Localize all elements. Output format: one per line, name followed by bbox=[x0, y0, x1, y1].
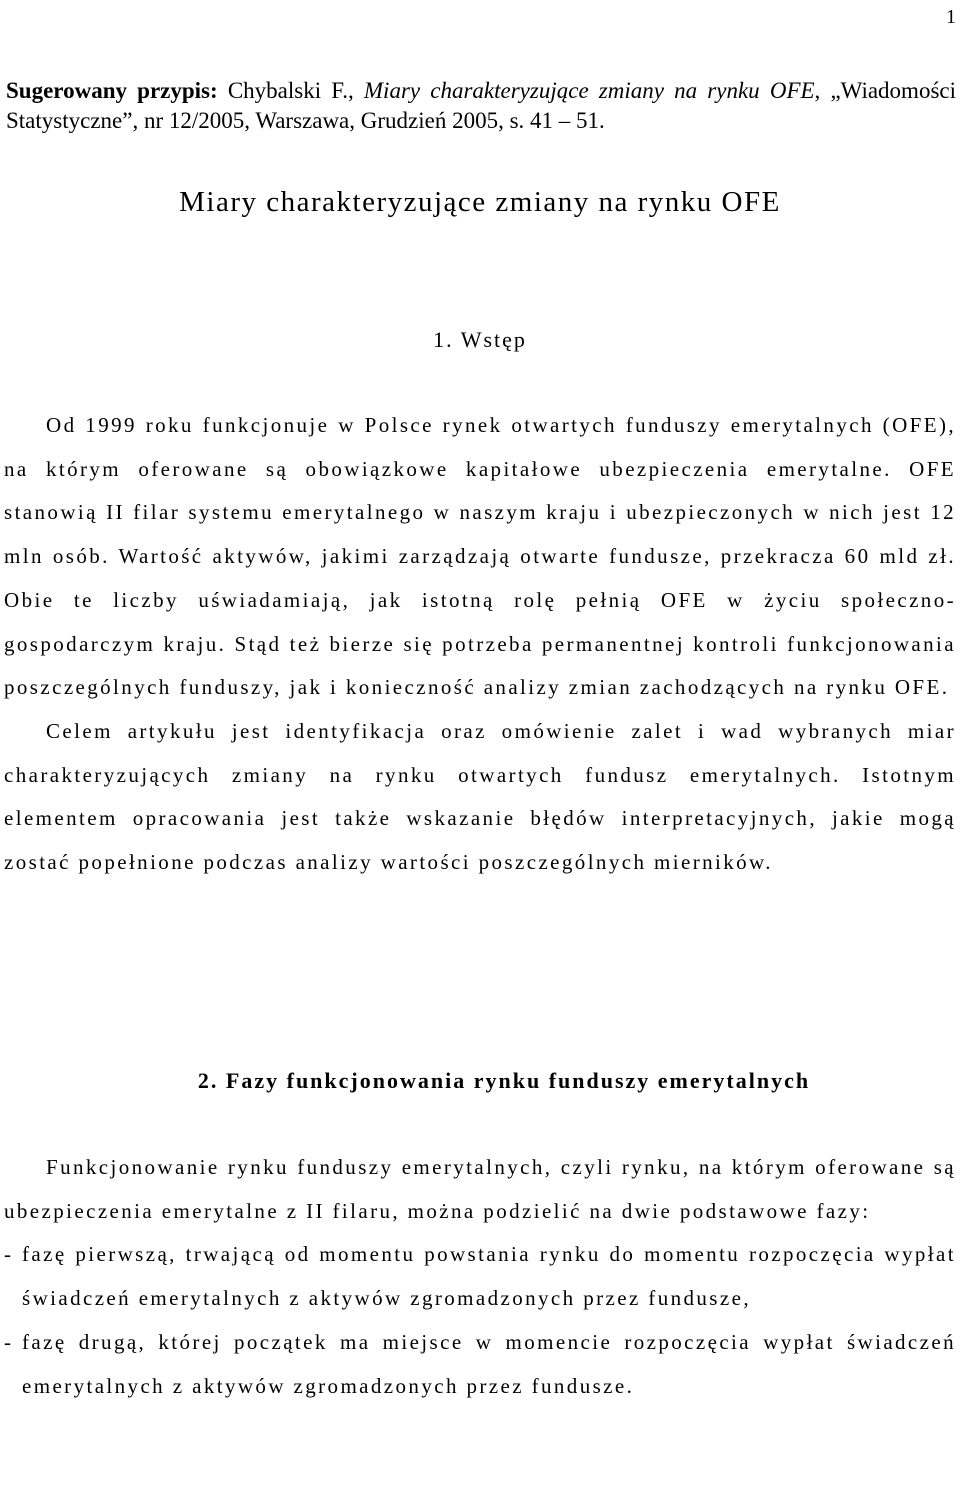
citation-footnote bbox=[6, 76, 956, 136]
paragraph: Od 1999 roku funkcjonuje w Polsce rynek otwartych funduszy emerytalnych (OFE), na którym oferowane są obowiązkowe kapitałowe ubezpieczenia emerytalne. OFE stanowią II filar systemu emerytalnego w naszym kraju i ubezpieczonych w nich jest 12 mln osób. Wartość aktywów, jakimi zarządzają otwarte fundusze, przekracza 60 mld zł. Obie te liczby uświadamiają, jak istotną rolę pełnią OFE w życiu społeczno-gospodarczym kraju. Stąd też bierze się potrzeba permanentnej kontroli funkcjonowania poszczególnych funduszy, jak i konieczność analizy zmian zachodzących na rynku OFE. bbox=[4, 413, 956, 700]
paragraph: Celem artykułu jest identyfikacja oraz omówienie zalet i wad wybranych miar charakteryzujących zmiany na rynku otwartych fundusz emerytalnych. Istotnym elementem opracowania jest także wskazanie błędów interpretacyjnych, jakie mogą zostać popełnione podczas analizy wartości poszczególnych mierników. bbox=[4, 718, 956, 875]
list-item-text: fazę drugą, której początek ma miejsce w momencie rozpoczęcia wypłat świadczeń emerytalnych z aktywów zgromadzonych przez fundusze. bbox=[22, 1329, 956, 1398]
list-bullet: - bbox=[4, 1329, 14, 1354]
document-title: Miary charakteryzujące zmiany na rynku OFE bbox=[179, 186, 781, 218]
list-bullet: - bbox=[4, 1242, 14, 1267]
citation-title: Miary charakteryzujące zmiany na rynku OFE bbox=[363, 78, 815, 103]
list-item bbox=[4, 1233, 956, 1320]
page-number: 1 bbox=[946, 6, 956, 28]
list-item-text: fazę pierwszą, trwającą od momentu powstania rynku do momentu rozpoczęcia wypłat świadczeń emerytalnych z aktywów zgromadzonych przez fundusze, bbox=[22, 1242, 956, 1311]
section-phases-body bbox=[4, 1146, 956, 1408]
citation-label: Sugerowany przypis: bbox=[6, 78, 218, 103]
section-heading-phases: 2. Fazy funkcjonowania rynku funduszy emerytalnych bbox=[197, 1068, 811, 1093]
list-item bbox=[4, 1321, 956, 1408]
citation-author: Chybalski F., bbox=[217, 78, 364, 103]
paragraph: Funkcjonowanie rynku funduszy emerytalnych, czyli rynku, na którym oferowane są ubezpieczenia emerytalne z II filaru, można podzielić na dwie podstawowe fazy: bbox=[4, 1155, 956, 1223]
citation-source: , „Wiadomości Statystyczne”, nr 12/2005, Warszawa, Grudzień 2005, s. 41 – 51. bbox=[6, 78, 956, 133]
section-intro-body bbox=[4, 404, 956, 885]
section-heading-intro: 1. Wstęp bbox=[433, 327, 527, 352]
